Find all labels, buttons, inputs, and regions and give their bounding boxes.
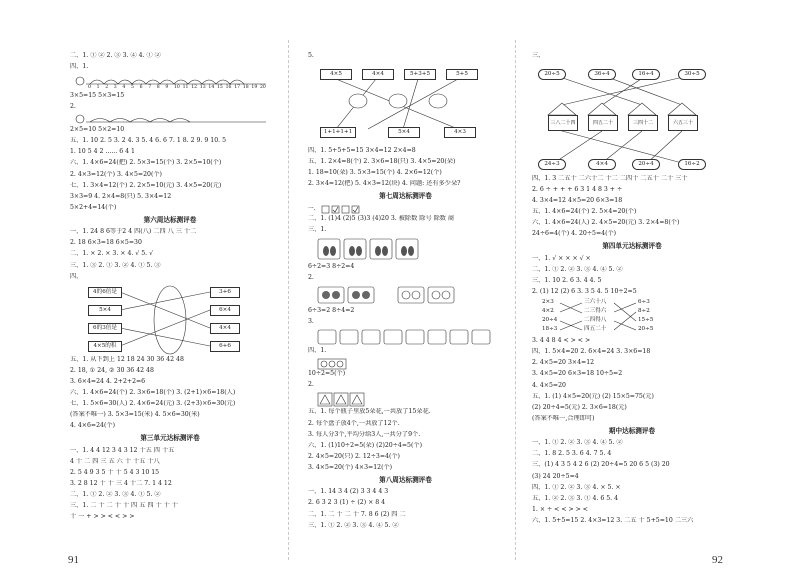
group-box xyxy=(318,239,340,259)
apple-icon xyxy=(362,291,370,299)
orange-icon xyxy=(412,291,420,299)
apple-icon xyxy=(322,291,330,299)
answer-line: 二、1. ① 2. ② 3. ③ 4. ① 5. ② xyxy=(70,490,161,498)
answer-line: 一、1. ① 2. ② 3. ③ 4. ④ 5. ② xyxy=(532,439,623,447)
relation-right: 20÷5 xyxy=(638,326,654,333)
answer-line: 2. 18, ① 24, ② 30 36 42 48 xyxy=(70,366,154,374)
bunny-matching-diagram xyxy=(308,63,503,147)
number-line-tick: 3 xyxy=(113,85,117,91)
answer-line: (3) 24 20÷5=4 xyxy=(532,472,579,480)
circle-icon xyxy=(321,361,327,367)
group-box xyxy=(406,330,424,344)
arc xyxy=(118,80,132,84)
answer-line: 一、1. 14 3 4 (2) 3 3 4 4 3 xyxy=(308,488,389,496)
pineapple-icon xyxy=(330,246,336,256)
group-box xyxy=(362,330,380,344)
orange-icon xyxy=(402,291,410,299)
house-roof-icon xyxy=(668,103,696,115)
answer-line: 3. 4 4 8 4 < > < > xyxy=(532,337,591,345)
answer-line: 3. 4×5=20 6×3=18 10÷5=2 xyxy=(532,370,623,378)
match-left-box: 4的6倍是 xyxy=(88,287,122,298)
match-left-box: 4×5的积 xyxy=(88,341,122,352)
answer-line: 五、1. 每个瓶子里放5朵花,一共放了15朵花. xyxy=(308,408,431,416)
answer-line: 3×3=9 4. 2×4=8(只) 5. 3×4=12 xyxy=(70,192,172,200)
answer-line: 六、1. 4×6=24(个) 2. 3×6=18(个) 3. (2+1)×6=18(人) xyxy=(70,388,236,396)
shape-triangles xyxy=(308,392,503,408)
relation-mid: 二三得六 xyxy=(584,308,607,315)
match-right-box: 3+6 xyxy=(210,287,240,298)
relation-right: 8÷2 xyxy=(638,308,650,315)
triangle-icon xyxy=(352,395,362,404)
group-box xyxy=(450,330,468,344)
bubble-top: 20÷5 xyxy=(538,69,566,80)
answer-line: 五、1. 2×4=8(个) 2. 3×6=18(只) 3. 4×5=20(朵) xyxy=(308,158,456,166)
house-matching-diagram xyxy=(532,63,732,175)
group-box xyxy=(340,330,358,344)
answer-line: 四、 xyxy=(70,272,83,280)
answer-line: 2. 4×3=12(个) 3. 4×5=20(个) xyxy=(70,170,162,178)
number-line-tick: 11 xyxy=(182,85,189,91)
section-title: 第七周达标测评卷 xyxy=(379,192,432,201)
answer-line: 六、1. 4×6=24(把) 2. 5×3=15(个) 3. 2×5=10(个) xyxy=(70,159,222,167)
answer-line: 5. xyxy=(308,52,314,59)
answer-line: (2) 20÷4=5(元) 2. 3×6=18(元) xyxy=(532,403,627,411)
left-column xyxy=(70,52,270,524)
answer-line: 2. 6 ÷ + + + 6 3 1 4 8 3 + ÷ xyxy=(532,186,623,194)
answer-line: 2. xyxy=(308,274,314,282)
answer-line: 二、1. ① ② 2. ③ 3. ④ 4. ① ② xyxy=(70,52,161,59)
fruit-svg xyxy=(308,285,503,307)
page-number-left: 91 xyxy=(68,554,79,566)
answer-line: 一、1. 24 8 6等于2 4 四(八) 二四 八 三 十二 xyxy=(70,228,197,236)
number-line-tick: 6 xyxy=(139,85,143,91)
match-line xyxy=(614,312,636,330)
house-body: 六五三十 xyxy=(668,115,698,131)
answer-line: 六、1. (1)10÷2=5(朵) (2)20÷4=5(个) xyxy=(308,441,423,449)
number-line-tick: 0 xyxy=(88,85,91,91)
group-box xyxy=(396,239,418,259)
frog-icon xyxy=(76,115,84,123)
group-box xyxy=(348,287,374,303)
arc xyxy=(174,80,188,84)
group-box xyxy=(384,330,402,344)
page-spine xyxy=(288,40,289,560)
bubble-bottom: 24÷3 xyxy=(538,159,566,170)
answer-line: 三、1. ③ 2. ① 3. ② 4. ① 5. ③ xyxy=(70,261,161,269)
arc xyxy=(90,119,110,123)
house-roof-icon xyxy=(628,103,656,115)
answer-line: 四、1. ① 2. ② 3. ③ 4. × 5. × xyxy=(532,483,621,491)
answer-line: 2. xyxy=(308,381,314,389)
match-line xyxy=(562,75,692,105)
answer-line: 3. xyxy=(308,318,314,326)
answer-line: 5×2+4=14(个) xyxy=(70,203,117,211)
answer-line: 五、1. 4×6=24(个) 2. 5×4=20(个) xyxy=(532,208,637,216)
answer-line: 10÷2=5(个) xyxy=(308,370,346,378)
number-line-arcs xyxy=(90,80,244,84)
match-right-box: 4×4 xyxy=(210,323,240,334)
number-line-2-svg xyxy=(70,114,270,126)
bunny-icon xyxy=(349,94,367,108)
answer-line: 4. 4×6=24(个) xyxy=(70,422,116,429)
relation-right: 6÷3 xyxy=(638,299,650,306)
group-box xyxy=(318,330,336,344)
bubble-bottom: 4×4 xyxy=(588,159,616,170)
bunny-card-top: 4×5 xyxy=(320,69,352,80)
number-line-tick: 4 xyxy=(122,85,126,91)
number-line-tick: 2 xyxy=(105,85,109,91)
bubble-bottom: 16÷2 xyxy=(678,159,706,170)
answer-line: 2. (1) 12 (2) 6 3. 3 5 4. 5 10÷2=5 xyxy=(532,288,637,296)
bunny-icon xyxy=(389,94,407,108)
match-line xyxy=(614,321,636,330)
relation-mid: 二四得八 xyxy=(584,317,607,324)
group-box xyxy=(428,330,446,344)
answer-line: 3. 每人分3个,平均分给3人,一共分了9个. xyxy=(308,430,421,438)
number-line-tick: 1 xyxy=(96,85,100,91)
group-box xyxy=(344,239,366,259)
answer-line: 6÷2=3 8÷2=4 xyxy=(308,263,355,270)
group-box xyxy=(318,287,344,303)
pineapple-icon xyxy=(408,246,414,256)
answer-line: 1. 10 5 4 2 ...... 6 4 1 xyxy=(70,148,135,156)
answer-line: 4 十 二 四 三 五 六 十 十五 十八 xyxy=(70,457,160,465)
answer-line: 2. 4×5=20(只) 2. 12÷3=4(个) xyxy=(308,452,400,460)
house-roof-icon xyxy=(588,103,616,115)
number-line-tick: 19 xyxy=(251,85,258,91)
relation-diagram xyxy=(532,299,732,337)
answer-line: 五、1. 10 2. 5 3. 2 4. 3 5. 4 6. 6 7. 1 8. 2 9. 9 10. 5 xyxy=(70,137,227,145)
answer-line: 3. 2 8 12 十 十 三 4 十二 7. 1 4 12 xyxy=(70,479,172,487)
match-line xyxy=(120,292,210,328)
bunny-card-top: 5+5 xyxy=(446,69,478,80)
pineapple-icon xyxy=(356,246,362,256)
answer-line: 三、1. ① 2. ② 3. ③ 4. ④ 5. ② xyxy=(308,521,399,529)
number-line xyxy=(70,74,270,92)
section-title: 第八周达标测评卷 xyxy=(379,475,432,484)
arc xyxy=(170,119,190,123)
relation-left: 2×3 xyxy=(542,299,554,306)
answer-line: 四、1. 5+5+5=15 3×4=12 2×4=8 xyxy=(308,147,416,155)
match-line xyxy=(614,303,636,312)
bunny-card-bottom: 1+1+1+1 xyxy=(320,127,356,138)
arc xyxy=(188,80,202,84)
bubble-top: 36÷4 xyxy=(588,69,616,80)
answer-line: 2. 4×5=20 3×4=12 xyxy=(532,359,595,367)
match-line xyxy=(120,328,210,346)
answer-line: 三、(1) 4 3 5 4 2 6 (2) 20÷4=5 20 6 5 (3) 20 xyxy=(532,461,670,469)
number-line-tick: 15 xyxy=(217,85,223,91)
answer-line: 七、1. 3×4=12(个) 2. 2×5=10(元) 3. 4×5=20(元) xyxy=(70,181,222,189)
number-line-tick: 10 xyxy=(174,85,180,91)
answer-line: 4. 3×4=12 4×5=20 6×3=18 xyxy=(532,197,623,205)
pineapple-icon xyxy=(375,246,381,256)
apple-icon xyxy=(352,291,360,299)
house-body: 三八二十四 xyxy=(548,115,578,131)
number-line-tick: 17 xyxy=(234,85,241,91)
number-line-tick: 14 xyxy=(208,85,215,91)
bunny-card-bottom: 4×3 xyxy=(444,127,476,138)
answer-line: 3. 6×4=24 4. 2+2+2=6 xyxy=(70,377,146,385)
number-line-tick: 8 xyxy=(156,85,160,91)
answer-line: 三、 xyxy=(532,52,545,59)
relation-left: 4×2 xyxy=(542,308,554,315)
answer-line: 四、1. 5×4=20 2. 6×4=24 3. 3×6=18 xyxy=(532,348,651,356)
number-line-2 xyxy=(70,114,270,126)
number-line-tick: 7 xyxy=(148,85,152,91)
checkbox-row xyxy=(308,205,503,215)
section-title: 第六周达标测评卷 xyxy=(143,215,197,224)
right-column xyxy=(532,52,732,528)
number-line-tick: 20 xyxy=(260,85,266,91)
answer-line: 24÷6=4(个) 4. 20÷5=4(个) xyxy=(532,230,617,238)
pineapple-icon xyxy=(323,246,329,256)
circle-icon xyxy=(329,361,335,367)
pineapple-icon xyxy=(382,246,388,256)
number-line-tick: 13 xyxy=(199,85,206,91)
check-icon xyxy=(353,207,358,212)
arc xyxy=(130,119,150,123)
answer-line: 五、1. (1) 4×5=20(元) (2) 15×5=75(元) xyxy=(532,392,654,400)
arc xyxy=(150,119,170,123)
house-body: 三四十二 xyxy=(628,115,658,131)
arc xyxy=(132,80,146,84)
peach-svg xyxy=(308,329,503,347)
answer-line: (答案不唯一) 3. 5×3=15(米) 4. 5×6=30(米) xyxy=(70,410,200,418)
relation-mid: 三六十八 xyxy=(584,299,607,306)
answer-line: 五、1. ② 2. ③ 3. ① 4. 6 5. 4 xyxy=(532,494,619,502)
answer-line: 一、 xyxy=(308,205,320,212)
pineapple-svg xyxy=(308,237,503,263)
answer-line: 三、1. 10 2. 6 3. 4 4. 5 xyxy=(532,277,602,285)
relation-left: 18÷3 xyxy=(542,326,558,333)
answer-line: 二、1. × 2. × 3. × 4. √ 5. √ xyxy=(70,250,154,258)
bunny-card-bottom: 5×4 xyxy=(388,127,420,138)
match-left-box: 5×4 xyxy=(88,305,122,316)
answer-line: 一、1. 4 4 12 3 4 3 12 十五 四 十五 xyxy=(70,446,175,454)
triangles-svg xyxy=(308,392,503,408)
pineapple-icon xyxy=(349,246,355,256)
answer-line: 2×5=10 5×2=10 xyxy=(70,126,125,134)
apple-icon xyxy=(332,291,340,299)
answer-line: 七、1. 5×6=30(人) 2. 4×6=24(元) 3. (2+3)×6=30(元) xyxy=(70,399,236,407)
match-right-box: 6+6 xyxy=(210,341,240,352)
answer-line: 2. 3×4=12(把) 5. 4×3=12(块) 4. 问题: 还有多少朵? xyxy=(308,180,461,188)
orange-icon xyxy=(442,291,450,299)
pineapple-groups xyxy=(308,237,503,263)
number-line-tick: 18 xyxy=(242,85,249,91)
orange-icon xyxy=(432,291,440,299)
fruit-groups xyxy=(308,285,503,307)
answer-line: 一、1. √ × × × √ × xyxy=(532,255,591,262)
answer-line: 四、1. xyxy=(308,347,327,355)
arc xyxy=(230,80,244,84)
answer-line: 二、1. ① 2. ② 3. ③ 4. ④ 5. ② xyxy=(532,266,623,274)
answer-line: 6÷3=2 8÷4=2 xyxy=(308,307,355,315)
page-spine-right xyxy=(515,40,516,560)
number-line-tick: 9 xyxy=(165,85,169,91)
group-box xyxy=(472,330,490,344)
arc xyxy=(202,80,216,84)
match-right-box: 6×4 xyxy=(210,305,240,316)
answer-line: 2. 5 4 9 3 5 十 十 5 4 3 10 15 xyxy=(70,468,160,476)
bubble-bottom: 20÷4 xyxy=(632,159,660,170)
answer-line: 2. 18 6×3=18 6×5=30 xyxy=(70,239,142,247)
answer-line: 二、1. (1)4 (2)5 (3)3 (4)20 3. 被除数 除号 除数 商 xyxy=(308,214,455,222)
middle-column xyxy=(308,52,503,533)
relation-left: 20÷4 xyxy=(542,317,558,324)
house-body: 四五二十 xyxy=(588,115,618,131)
match-line xyxy=(120,292,210,310)
box-icon xyxy=(342,206,349,213)
answer-line: (答案不唯一,合理即可) xyxy=(532,414,595,422)
grape-cluster-icon xyxy=(154,286,186,354)
answer-line: 六、1. 5+5=15 2. 4×3=12 3. 二五 十 5+5=10 二三六 xyxy=(532,516,694,524)
section-title: 第三单元达标测评卷 xyxy=(140,434,200,443)
answer-line: 1. × ÷ < < > > < xyxy=(532,505,588,513)
number-line-tick: 5 xyxy=(131,85,134,91)
match-line xyxy=(614,303,636,321)
arc xyxy=(90,80,104,84)
number-line-tick: 12 xyxy=(191,85,198,91)
group-box xyxy=(318,359,346,369)
arc xyxy=(146,80,160,84)
answer-boxes xyxy=(322,205,382,215)
bunny-card-top: 4×4 xyxy=(362,69,394,80)
number-line-arcs xyxy=(90,119,190,123)
group-box xyxy=(370,239,392,259)
answer-line: 1. 18=10(朵) 3. 5×3=15(个) 4. 2×6=12(个) xyxy=(308,169,442,177)
peach-groups xyxy=(308,329,503,347)
answer-line: 十 一 + > > < < > > xyxy=(70,513,135,520)
circles-svg xyxy=(308,358,503,370)
arc xyxy=(160,80,174,84)
page-number-right: 92 xyxy=(712,554,723,566)
relation-right: 15÷5 xyxy=(638,317,654,324)
answer-line: 3. 4×5=20(个) 4×3=12(个) xyxy=(308,463,393,471)
match-line xyxy=(120,310,210,346)
relation-mid: 四五二十 xyxy=(584,326,607,333)
bunny-icon xyxy=(429,94,447,108)
answer-line: 五、1. 从下到上 12 18 24 30 36 42 48 xyxy=(70,355,184,363)
answer-line: 4. 4×5=20 xyxy=(532,381,566,389)
answer-line: 3×5=15 5×3=15 xyxy=(70,92,125,100)
box-icon xyxy=(322,206,329,213)
answer-line: 三、1. 二 十 二 十 十 四 五 四 十 十 十 xyxy=(70,501,178,509)
circle-icon xyxy=(337,361,343,367)
answer-line: 二、1. 8 2. 5 3. 6 4. 7 5. 4 xyxy=(532,450,612,458)
bubble-top: 16÷4 xyxy=(632,69,660,80)
answer-line: 六、1. 4×6=24(人) 2. 4×5=20(元) 3. 2×4=8(个) xyxy=(532,219,680,227)
match-left-box: 6的3倍是 xyxy=(88,323,122,334)
pineapple-icon xyxy=(401,246,407,256)
arc xyxy=(104,80,118,84)
arc xyxy=(110,119,130,123)
bubble-top: 30÷5 xyxy=(678,69,706,80)
answer-line: 2. xyxy=(70,103,76,111)
section-title: 期中达标测评卷 xyxy=(608,426,656,435)
answer-line: 三、1. xyxy=(308,225,327,233)
frog-icon xyxy=(76,77,84,85)
check-icon xyxy=(333,207,338,212)
section-title: 第四单元达标测评卷 xyxy=(602,242,662,251)
answer-line: 2. 6 3 2 3 (1) ÷ (2) × 8 4 xyxy=(308,499,386,507)
triangle-icon xyxy=(336,395,346,404)
answer-line: 四、1. xyxy=(70,63,89,71)
bunny-card-top: 5+3+5 xyxy=(404,69,436,80)
answer-line: 四、1. 3 二五十 二六十二 十二 二四十 二五十 二十 三十 xyxy=(532,175,688,183)
house-roof-icon xyxy=(548,103,576,115)
answer-line: 二、1. 二 十 二 十 7. 8 6 (2) 四 二 xyxy=(308,510,406,518)
arc xyxy=(216,80,230,84)
shape-circles xyxy=(308,358,503,370)
number-line-tick: 16 xyxy=(225,85,232,91)
matching-diagram xyxy=(70,284,270,356)
triangle-icon xyxy=(320,395,330,404)
relation-lines xyxy=(532,299,732,337)
answer-line: 2. 每个盘子放4个,一共放了12个. xyxy=(308,419,400,427)
